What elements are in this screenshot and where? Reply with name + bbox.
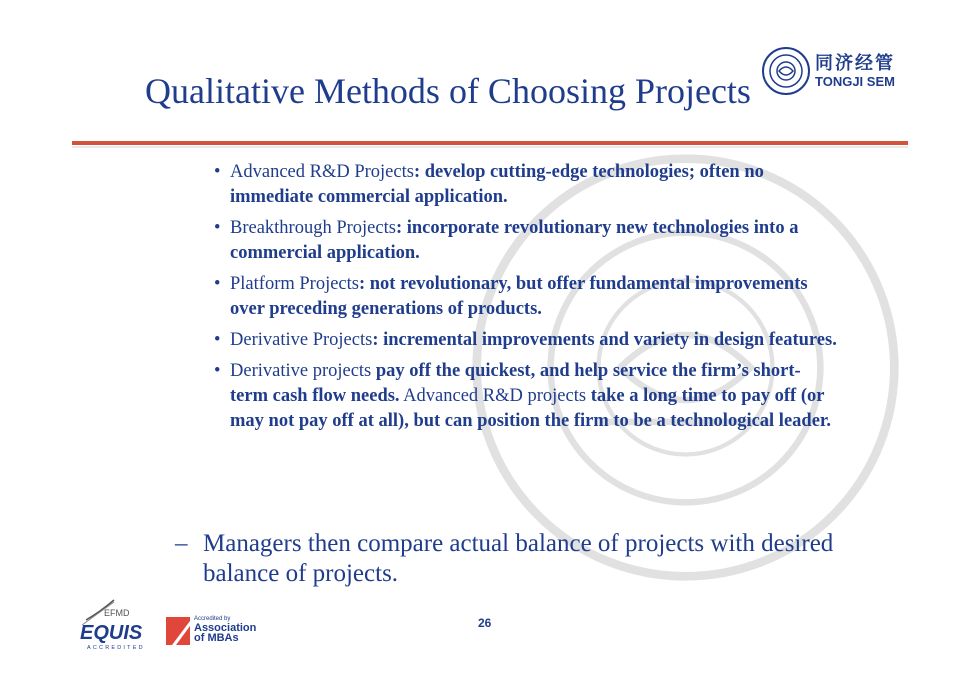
list-item <box>188 160 838 210</box>
bullet-lead: Platform Projects <box>230 274 359 294</box>
bullet-dot: • <box>214 274 221 294</box>
bullet-strong: : develop cutting-edge technologies; often no immediate commercial application. <box>230 162 764 207</box>
title-divider <box>72 141 908 145</box>
amba-accredited-by: Accredited by <box>194 616 231 622</box>
summary-text: Managers then compare actual balance of projects with desired balance of projects. <box>203 530 834 587</box>
bullet-dot: • <box>214 330 221 350</box>
equis-label: EQUIS <box>80 622 143 644</box>
summary-point <box>175 529 855 589</box>
bullet-strong: pay off the quickest, and help service the firm’s short-term cash flow needs. <box>230 361 801 406</box>
bullet-lead: Derivative Projects <box>230 330 373 350</box>
amba-logo-icon <box>166 617 190 645</box>
bullet-list <box>188 160 838 440</box>
bullet-dot: • <box>214 162 221 182</box>
bullet-strong: : incremental improvements and variety in design features. <box>372 330 837 350</box>
list-item <box>188 216 838 266</box>
brand-name-en: TONGJI SEM <box>815 74 895 89</box>
bullet-lead: Advanced R&D Projects <box>230 162 414 182</box>
equis-accredited: ACCREDITED <box>87 645 145 651</box>
amba-line-2: of MBAs <box>194 632 239 644</box>
bullet-dot: • <box>214 361 221 381</box>
bullet-lead: Derivative projects <box>230 361 376 381</box>
title-divider-shadow <box>72 146 908 148</box>
list-item <box>188 359 838 434</box>
bullet-mid: Advanced R&D projects <box>399 386 591 406</box>
amba-line-1: Association <box>194 622 257 634</box>
amba-name <box>194 623 256 643</box>
bullet-strong: : not revolutionary, but offer fundamental improvements over preceding generations of products. <box>230 274 808 319</box>
bullet-lead: Breakthrough Projects <box>230 218 396 238</box>
bullet-strong: : incorporate revolutionary new technologies into a commercial application. <box>230 218 799 263</box>
tongji-seal-icon <box>761 46 811 96</box>
bullet-dot: • <box>214 218 221 238</box>
list-item <box>188 272 838 322</box>
page-title: Qualitative Methods of Choosing Projects <box>145 71 751 111</box>
dash-mark: – <box>175 530 188 557</box>
brand-name-cn: 同济经管 <box>815 53 895 74</box>
bullet-strong-2: take a long time to pay off (or may not pay off at all), but can position the firm to be a technological leader. <box>230 386 832 431</box>
page-number: 26 <box>478 616 492 630</box>
efmd-label: EFMD <box>104 608 130 618</box>
list-item <box>188 328 838 353</box>
